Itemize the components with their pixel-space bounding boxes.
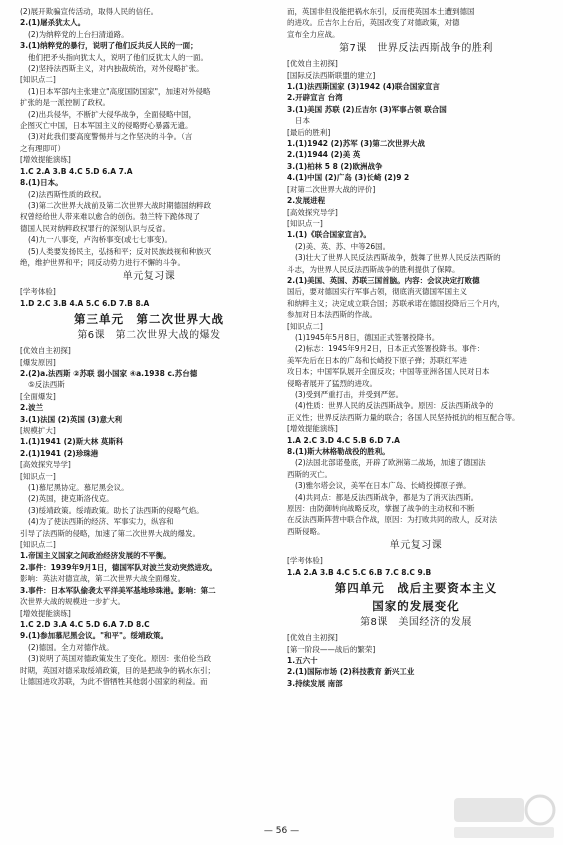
- answer-line: 之有理即可）: [20, 143, 65, 153]
- answer-line: 3.持续发展 南部: [287, 678, 343, 688]
- section-tag: [最后的胜利]: [287, 127, 331, 137]
- section-tag: [知识点二]: [287, 321, 323, 331]
- answer-line: 他们把矛头指向犹太人，说明了他们反犹太人的一面。: [28, 52, 208, 62]
- answer-line: 2.开辟宣言 台湾: [287, 93, 343, 103]
- answer-line: 9.(1)参加慕尼黑会议。"和平"。绥靖政策。: [20, 631, 168, 641]
- answer-line: (4)性质：世界人民的反法西斯战争。原因：反法西斯战争的: [295, 401, 494, 411]
- answer-line: (3)受到严重打击，并受到严惩。: [295, 390, 404, 399]
- answer-line: (2)标志：1945年9月2日，日本正式签署投降书。事件：: [295, 344, 485, 354]
- answer-line: 4.(1)中国 (2)广岛 (3)长崎 (2)9 2: [287, 173, 410, 183]
- answer-line: 权曾经给世人带来难以愈合的创伤。勃兰特下跪体现了: [20, 212, 200, 222]
- answer-line: 2.波兰: [20, 403, 44, 413]
- left-column: [20, 6, 278, 687]
- answer-line: 3.(1)美国 苏联 (2)丘吉尔 (3)军事占领 联合国: [287, 104, 447, 114]
- answer-line: 企图灭亡中国，日本军国主义的侵略野心暴露无遗。: [20, 121, 193, 131]
- answer-line: (2)为纳粹党的上台扫清道路。: [28, 29, 129, 39]
- answer-line: (4)为了使法西斯的经济、军事实力，纵容和: [28, 517, 174, 527]
- section-tag: [知识点二]: [20, 540, 56, 550]
- section-tag: [全面爆发]: [20, 391, 56, 401]
- answer-line: (2)展开欺骗宣传活动，取得人民的信任。: [20, 7, 159, 16]
- section-tag: [高效探究导学]: [287, 207, 338, 217]
- answer-line: 2.(1)美国、英国、苏联三国首脑。内容：会议决定打败德: [287, 275, 480, 285]
- section-tag: [对第二次世界大战的评价]: [287, 184, 376, 194]
- answer-line: 8.(1)斯大林格勒战役的胜利。: [287, 447, 390, 457]
- answer-line: 德国人民对纳粹政权罪行的深刻认识与反省。: [20, 223, 170, 233]
- answer-line: 2.(1)国际市场 (2)科技教育 新兴工业: [287, 667, 415, 677]
- answer-line: 西斯的灭亡。: [287, 469, 332, 479]
- answer-key: 1.A 2.A 3.B 4.C 5.C 6.B 7.C 8.C 9.B: [287, 567, 432, 577]
- answer-key: 1.C 2.D 3.A 4.C 5.D 6.A 7.D 8.C: [20, 619, 150, 629]
- answer-line: 1.(1)1941 (2)斯大林 莫斯科: [20, 437, 124, 447]
- answer-line: 在反法西斯阵营中联合作战，原因：为打败共同的敌人，反对法: [287, 515, 497, 525]
- section-tag: [优效自主初探]: [20, 346, 71, 356]
- answer-line: ⑤反法西斯: [28, 380, 65, 390]
- section-tag: [增效提能演练]: [287, 424, 338, 434]
- answer-line: 国后，要对德国实行军事占领，彻底消灭德国军国主义: [287, 287, 467, 297]
- answer-line: 2.(1)屠杀犹太人。: [20, 18, 86, 28]
- lesson-heading: 第8课 美国经济的发展: [360, 617, 472, 629]
- unit-heading-cont: 国家的发展变化: [372, 599, 460, 614]
- unit-heading: 第四单元 战后主要资本主义: [334, 581, 498, 596]
- section-tag: [知识点二]: [20, 75, 56, 85]
- right-column: [287, 6, 545, 689]
- page-number: — 56 —: [263, 826, 300, 836]
- answer-line: (2)德国。全力对德作战。: [28, 642, 114, 652]
- section-tag: [优效自主初探]: [287, 633, 338, 643]
- section-tag: [学考体验]: [287, 556, 323, 566]
- answer-line: (3)雅尔塔会议，美军在日本广岛、长崎投掷原子弹。: [295, 481, 471, 491]
- answer-line: 斗志，为世界人民反法西斯战争的胜利提供了保障。: [287, 264, 460, 274]
- answer-line: 1.(1)《联合国家宣言》。: [287, 230, 371, 240]
- answer-line: (4)九一八事变，卢沟桥事变(或七七事变)。: [28, 235, 172, 245]
- answer-line: 2.(2)a.法西斯 ②苏联 弱小国家 ④a.1938 c.苏台德: [20, 368, 198, 378]
- answer-line: (3)对此我们要高度警惕并与之作坚决的斗争。（言: [28, 132, 193, 142]
- answer-line: 影响：英法对德宣战，第二次世界大战全面爆发。: [20, 574, 185, 584]
- answer-line: 1.(1)法西斯国家 (3)1942 (4)联合国家宣言: [287, 82, 440, 92]
- answer-line: 让德国进攻苏联，为此不惜牺牲其他弱小国家的利益。而: [20, 676, 208, 686]
- answer-line: 3.(1)法国 (2)英国 (3)意大利: [20, 414, 123, 424]
- section-tag: [知识点一]: [287, 218, 323, 228]
- answer-line: 3.(1)纳粹党的暴行，说明了他们反共反人民的一面；: [20, 41, 198, 51]
- answer-line: 1.五六十: [287, 655, 318, 665]
- answer-line: 侵略者展开了猛烈的进攻。: [287, 378, 377, 388]
- answer-line: 3.事件：日本军队偷袭太平洋美军基地珍珠港。影响：第二: [20, 585, 216, 595]
- answer-key: 1.A 2.C 3.D 4.C 5.B 6.D 7.A: [287, 435, 400, 445]
- answer-line: (2)美、英、苏、中等26国。: [295, 241, 391, 251]
- answer-line: (2)坚持法西斯主义，对内独裁统治，对外侵略扩张。: [28, 64, 204, 74]
- answer-line: 和纳粹主义；决定成立联合国；苏联承诺在德国投降后三个月内，: [287, 298, 505, 308]
- lesson-heading: 第7课 世界反法西斯战争的胜利: [339, 43, 493, 55]
- section-tag: [国际反法西斯联盟的建立]: [287, 70, 376, 80]
- section-tag: [规模扩大]: [20, 426, 56, 435]
- answer-line: (2)出兵侵华，不断扩大侵华战争，全面侵略中国，: [28, 109, 197, 119]
- unit-heading: 第三单元 第二次世界大战: [74, 312, 224, 327]
- answer-line: (2)法西斯性质的政权。: [28, 189, 107, 199]
- answer-line: 2.(1)1941 (2)珍珠港: [20, 448, 99, 458]
- lesson-heading: 第6课 第二次世界大战的爆发: [77, 330, 221, 342]
- answer-line: 美军先后在日本的广岛和长崎投下原子弹；苏联红军进: [287, 355, 467, 365]
- answer-line: 1.帝国主义国家之间政治经济发展的不平衡。: [20, 551, 171, 561]
- section-tag: [第一阶段——战后的繁荣]: [287, 644, 376, 654]
- section-tag: [学考体验]: [20, 287, 56, 297]
- answer-line: 西斯侵略。: [287, 526, 325, 536]
- section-tag: [高效探究导学]: [20, 460, 71, 470]
- answer-line: (3)说明了英国对德政策发生了变化。原因：张伯伦当政: [28, 654, 212, 664]
- answer-line: (3)壮大了世界人民反法西斯战争，鼓舞了世界人民反法西斯的: [295, 253, 501, 263]
- answer-line: 1.(1)1942 (2)苏军 (3)第二次世界大战: [287, 139, 425, 149]
- review-heading: 单元复习课: [122, 271, 176, 283]
- answer-line: 而，英国非但没能把祸水东引，反而使英国本土遭到德国: [287, 7, 475, 16]
- answer-key: 1.D 2.C 3.B 4.A 5.C 6.D 7.B 8.A: [20, 298, 150, 308]
- answer-line: 正义性；世界反法西斯力量的联合；各国人民坚持抵抗的相互配合等。: [287, 412, 520, 422]
- section-tag: [爆发原因]: [20, 357, 56, 367]
- answer-line: (4)共同点：都是反法西斯战争，都是为了消灭法西斯。: [295, 492, 479, 502]
- watermark-logo: [450, 792, 560, 842]
- answer-line: (2)法国北部诺曼底，开辟了欧洲第二战场，加速了德国法: [295, 458, 486, 468]
- answer-line: 绝，维护世界和平；同反动势力进行不懈的斗争。: [20, 257, 185, 267]
- answer-line: 2.(1)1944 (2)美 英: [287, 150, 361, 160]
- section-tag: [知识点一]: [20, 471, 56, 481]
- section-tag: [优效自主初探]: [287, 59, 338, 69]
- answer-line: 2.发展进程: [287, 196, 326, 206]
- answer-line: (5)人类要发扬民主，弘扬和平；反对民族歧视和种族灭: [28, 246, 212, 256]
- answer-line: 日本: [295, 116, 310, 126]
- answer-line: 宣布全力应战。: [287, 29, 340, 39]
- answer-line: 8.(1)日本。: [20, 178, 63, 188]
- answer-line: (1)日本军部内主张建立"高度国防国家"，加速对外侵略: [28, 86, 211, 96]
- answer-line: (3)第二次世界大战前及第二次世界大战时期德国纳粹政: [28, 200, 212, 210]
- answer-line: 2.事件：1939年9月1日，德国军队对波兰发动突然进攻。: [20, 562, 217, 572]
- answer-line: 的进攻。丘吉尔上台后，英国改变了对德政策，对德: [287, 18, 460, 28]
- answer-line: (1)1945年5月8日，德国正式签署投降书。: [295, 332, 440, 342]
- answer-line: 攻日本；中国军队展开全面反攻；中国等亚洲各国人民对日本: [287, 367, 490, 377]
- answer-line: 引导了法西斯的侵略，加速了第二次世界大战的爆发。: [20, 528, 200, 538]
- answer-line: 原因：由防御转向战略反攻，掌握了战争的主动权和不断: [287, 504, 475, 514]
- answer-line: (2)英国，捷克斯洛伐克。: [28, 494, 114, 504]
- answer-line: 3.(1)柏林 5 8 (2)欧洲战争: [287, 161, 383, 171]
- answer-line: 时期，英国对德采取绥靖政策，目的是把战争的祸水东引；: [20, 665, 215, 675]
- answer-line: 扩张的是一派控制了政权。: [20, 98, 110, 108]
- answer-line: (1)慕尼黑协定。慕尼黑会议。: [28, 483, 129, 493]
- answer-line: (3)绥靖政策。绥靖政策。助长了法西斯的侵略气焰。: [28, 505, 204, 515]
- answer-line: 参加对日本法西斯的作战。: [287, 310, 377, 320]
- answer-key: 1.C 2.A 3.B 4.C 5.D 6.A 7.A: [20, 166, 133, 176]
- answer-line: 次世界大战的规模进一步扩大。: [20, 597, 125, 607]
- section-tag: [增效提能演练]: [20, 608, 71, 618]
- section-tag: [增效提能演练]: [20, 155, 71, 165]
- review-heading: 单元复习课: [389, 540, 443, 552]
